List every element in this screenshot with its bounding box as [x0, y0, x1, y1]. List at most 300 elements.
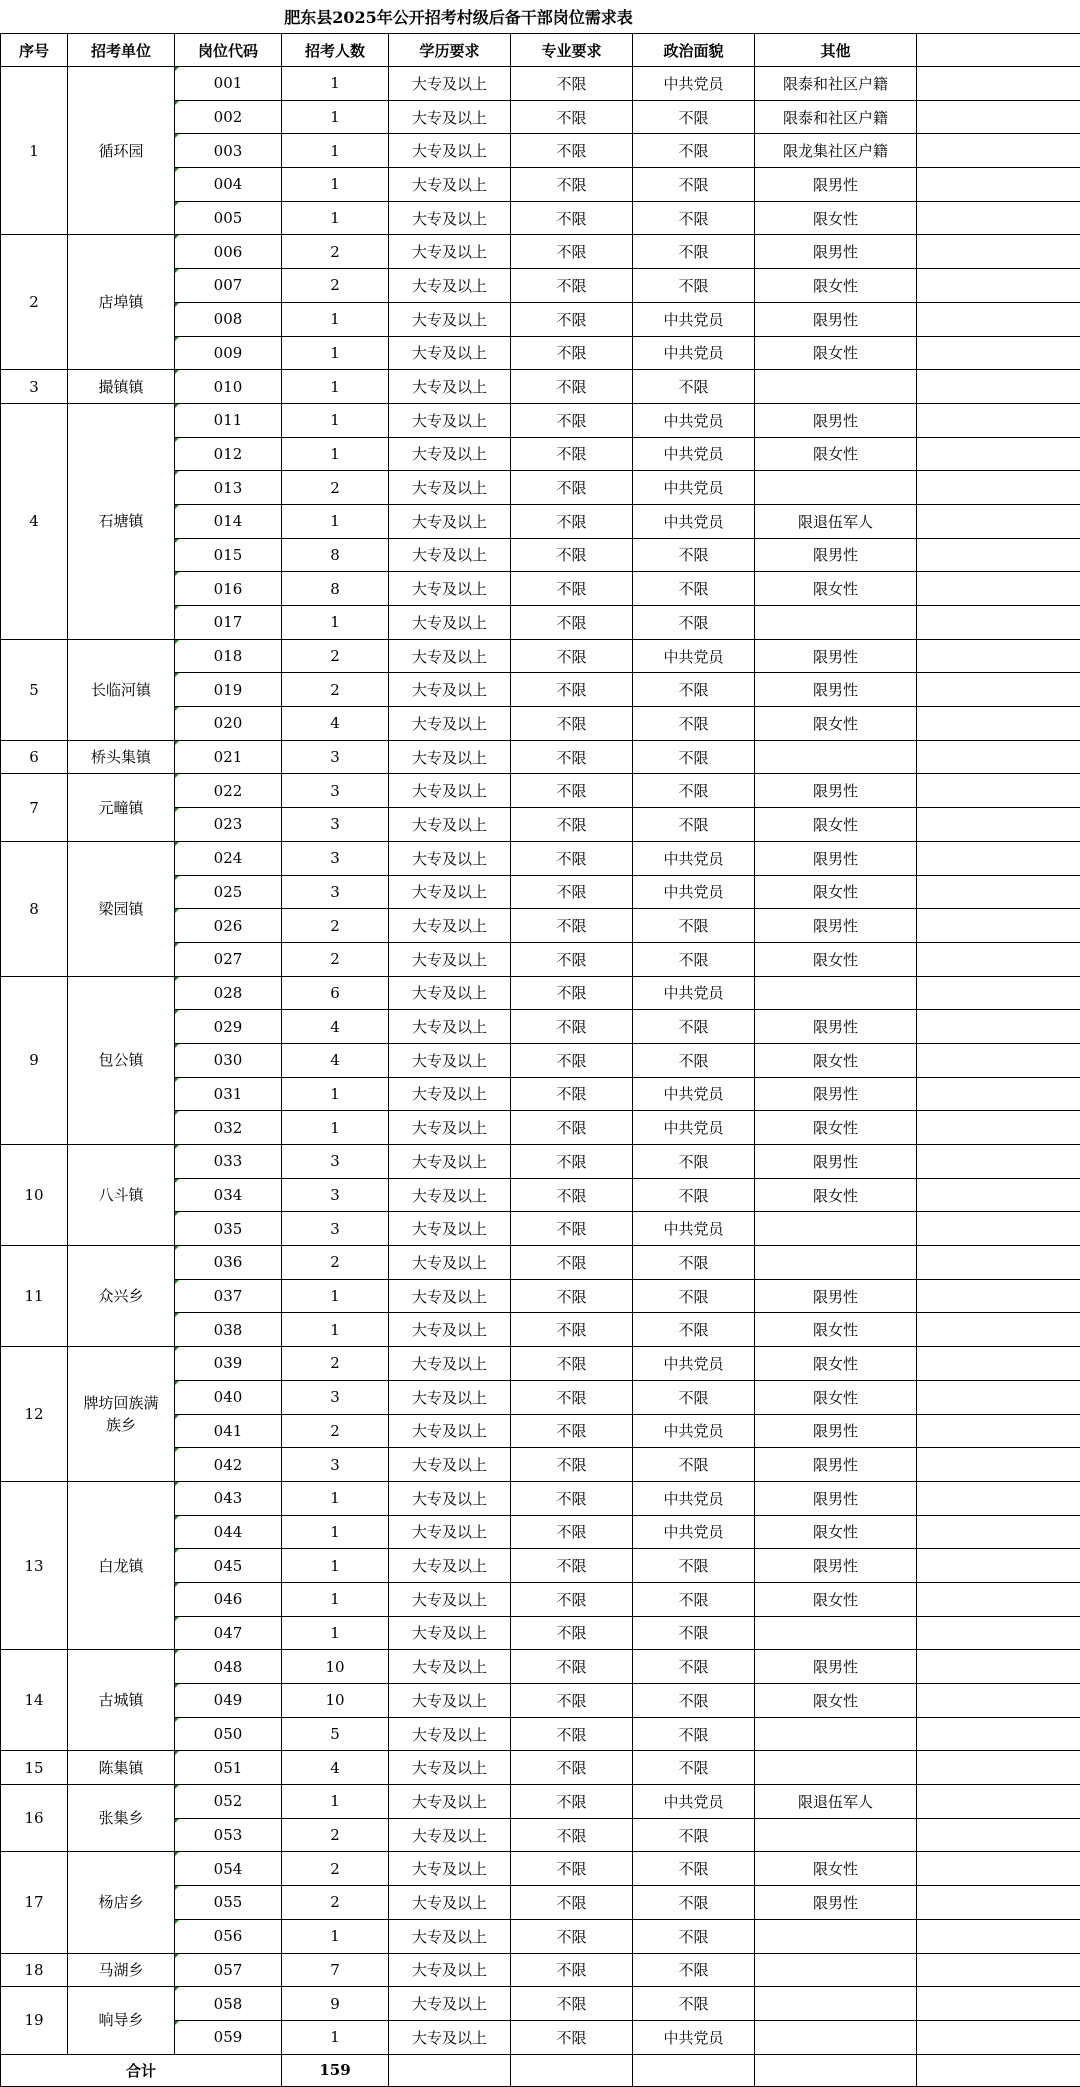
- other-cell: 限女性: [755, 336, 917, 370]
- major-cell: 不限: [511, 336, 633, 370]
- political-cell: 不限: [633, 1582, 755, 1616]
- title-blank-cell: [917, 0, 1080, 34]
- position-code-cell: 027: [175, 942, 282, 976]
- political-cell: 不限: [633, 1178, 755, 1212]
- political-cell: 不限: [633, 1717, 755, 1751]
- position-code-cell: 043: [175, 1481, 282, 1515]
- other-cell: 限男性: [755, 1010, 917, 1044]
- blank-cell: [917, 942, 1080, 976]
- blank-cell: [917, 1684, 1080, 1718]
- other-cell: 限退伍军人: [755, 1785, 917, 1819]
- education-cell: 大专及以上: [389, 1684, 511, 1718]
- major-cell: 不限: [511, 1549, 633, 1583]
- political-cell: 中共党员: [633, 403, 755, 437]
- other-cell: 限男性: [755, 1077, 917, 1111]
- political-cell: 不限: [633, 1886, 755, 1920]
- other-cell: 限女性: [755, 1380, 917, 1414]
- header-major: 专业要求: [511, 34, 633, 67]
- blank-cell: [917, 875, 1080, 909]
- political-cell: 不限: [633, 942, 755, 976]
- major-cell: 不限: [511, 1380, 633, 1414]
- header-unit: 招考单位: [68, 34, 175, 67]
- education-cell: 大专及以上: [389, 1010, 511, 1044]
- other-cell: 限女性: [755, 1111, 917, 1145]
- group-number-cell: 1: [1, 67, 68, 235]
- recruit-count-cell: 1: [282, 168, 389, 202]
- political-cell: 不限: [633, 1549, 755, 1583]
- education-cell: 大专及以上: [389, 302, 511, 336]
- position-code-cell: 034: [175, 1178, 282, 1212]
- position-code-cell: 007: [175, 269, 282, 303]
- position-code-cell: 048: [175, 1650, 282, 1684]
- group-number-cell: 2: [1, 235, 68, 370]
- group-unit-cell: 桥头集镇: [68, 740, 175, 774]
- recruit-count-cell: 1: [282, 1481, 389, 1515]
- position-code-cell: 046: [175, 1582, 282, 1616]
- blank-cell: [917, 1347, 1080, 1381]
- political-cell: 不限: [633, 1448, 755, 1482]
- blank-cell: [917, 606, 1080, 640]
- education-cell: 大专及以上: [389, 1785, 511, 1819]
- group-number-cell: 18: [1, 1953, 68, 1987]
- education-cell: 大专及以上: [389, 1852, 511, 1886]
- recruit-count-cell: 1: [282, 67, 389, 101]
- group-unit-cell: 包公镇: [68, 976, 175, 1144]
- major-cell: 不限: [511, 1515, 633, 1549]
- blank-cell: [917, 1246, 1080, 1280]
- recruit-count-cell: 2: [282, 1886, 389, 1920]
- recruit-count-cell: 1: [282, 437, 389, 471]
- other-cell: [755, 1717, 917, 1751]
- major-cell: 不限: [511, 269, 633, 303]
- political-cell: 不限: [633, 572, 755, 606]
- position-code-cell: 051: [175, 1751, 282, 1785]
- blank-cell: [917, 1279, 1080, 1313]
- total-row: [1, 2054, 1080, 2086]
- position-code-cell: 050: [175, 1717, 282, 1751]
- political-cell: 不限: [633, 100, 755, 134]
- major-cell: 不限: [511, 504, 633, 538]
- recruit-count-cell: 2: [282, 639, 389, 673]
- position-code-cell: 030: [175, 1043, 282, 1077]
- recruit-count-cell: 1: [282, 1582, 389, 1616]
- political-cell: 中共党员: [633, 841, 755, 875]
- major-cell: 不限: [511, 707, 633, 741]
- other-cell: [755, 1751, 917, 1785]
- position-code-cell: 055: [175, 1886, 282, 1920]
- major-cell: 不限: [511, 235, 633, 269]
- education-cell: 大专及以上: [389, 1515, 511, 1549]
- position-code-cell: 014: [175, 504, 282, 538]
- group-number-cell: 10: [1, 1145, 68, 1246]
- recruit-count-cell: 2: [282, 942, 389, 976]
- recruit-count-cell: 1: [282, 1077, 389, 1111]
- table-row: [1, 1953, 1080, 1987]
- other-cell: 限女性: [755, 1178, 917, 1212]
- other-cell: 限泰和社区户籍: [755, 100, 917, 134]
- blank-cell: [917, 1178, 1080, 1212]
- major-cell: 不限: [511, 572, 633, 606]
- recruit-count-cell: 1: [282, 1313, 389, 1347]
- blank-cell: [917, 1852, 1080, 1886]
- position-code-cell: 015: [175, 538, 282, 572]
- group-unit-cell: 长临河镇: [68, 639, 175, 740]
- political-cell: 不限: [633, 1246, 755, 1280]
- major-cell: 不限: [511, 67, 633, 101]
- blank-cell: [917, 1886, 1080, 1920]
- other-cell: 限女性: [755, 707, 917, 741]
- position-code-cell: 036: [175, 1246, 282, 1280]
- position-code-cell: 016: [175, 572, 282, 606]
- blank-cell: [917, 1616, 1080, 1650]
- recruit-count-cell: 2: [282, 1852, 389, 1886]
- recruit-count-cell: 3: [282, 808, 389, 842]
- position-code-cell: 008: [175, 302, 282, 336]
- major-cell: 不限: [511, 1987, 633, 2021]
- total-value: 159: [282, 2054, 389, 2086]
- other-cell: 限男性: [755, 774, 917, 808]
- other-cell: 限泰和社区户籍: [755, 67, 917, 101]
- table-row: [1, 403, 1080, 437]
- other-cell: 限男性: [755, 235, 917, 269]
- other-cell: 限男性: [755, 302, 917, 336]
- group-unit-cell: 元疃镇: [68, 774, 175, 841]
- other-cell: [755, 370, 917, 404]
- education-cell: 大专及以上: [389, 1481, 511, 1515]
- other-cell: 限男性: [755, 1481, 917, 1515]
- group-number-cell: 14: [1, 1650, 68, 1751]
- position-code-cell: 012: [175, 437, 282, 471]
- header-education: 学历要求: [389, 34, 511, 67]
- recruit-count-cell: 4: [282, 1043, 389, 1077]
- other-cell: [755, 976, 917, 1010]
- other-cell: 限男性: [755, 403, 917, 437]
- other-cell: [755, 606, 917, 640]
- other-cell: 限男性: [755, 1145, 917, 1179]
- header-code: 岗位代码: [175, 34, 282, 67]
- major-cell: 不限: [511, 538, 633, 572]
- major-cell: 不限: [511, 740, 633, 774]
- political-cell: 中共党员: [633, 504, 755, 538]
- group-number-cell: 8: [1, 841, 68, 976]
- education-cell: 大专及以上: [389, 1818, 511, 1852]
- major-cell: 不限: [511, 606, 633, 640]
- education-cell: 大专及以上: [389, 572, 511, 606]
- political-cell: 不限: [633, 1650, 755, 1684]
- political-cell: 中共党员: [633, 2020, 755, 2054]
- political-cell: 中共党员: [633, 471, 755, 505]
- political-cell: 不限: [633, 1616, 755, 1650]
- education-cell: 大专及以上: [389, 1549, 511, 1583]
- other-cell: 限男性: [755, 673, 917, 707]
- political-cell: 不限: [633, 538, 755, 572]
- table-row: [1, 235, 1080, 269]
- political-cell: 不限: [633, 1145, 755, 1179]
- recruit-count-cell: 1: [282, 1616, 389, 1650]
- political-cell: 不限: [633, 201, 755, 235]
- blank-cell: [917, 740, 1080, 774]
- position-code-cell: 038: [175, 1313, 282, 1347]
- recruit-count-cell: 1: [282, 504, 389, 538]
- recruit-count-cell: 2: [282, 269, 389, 303]
- recruit-count-cell: 3: [282, 875, 389, 909]
- blank-cell: [917, 639, 1080, 673]
- blank-cell: [917, 1481, 1080, 1515]
- recruit-count-cell: 4: [282, 1010, 389, 1044]
- blank-cell: [917, 841, 1080, 875]
- recruit-count-cell: 3: [282, 1448, 389, 1482]
- political-cell: 不限: [633, 1279, 755, 1313]
- table-row: [1, 1852, 1080, 1886]
- other-cell: 限男性: [755, 1279, 917, 1313]
- major-cell: 不限: [511, 1582, 633, 1616]
- table-row: [1, 1481, 1080, 1515]
- major-cell: 不限: [511, 1279, 633, 1313]
- major-cell: 不限: [511, 2020, 633, 2054]
- major-cell: 不限: [511, 1145, 633, 1179]
- political-cell: 不限: [633, 1684, 755, 1718]
- blank-cell: [917, 1077, 1080, 1111]
- blank-cell: [917, 1145, 1080, 1179]
- position-code-cell: 039: [175, 1347, 282, 1381]
- table-row: [1, 1246, 1080, 1280]
- other-cell: 限男性: [755, 639, 917, 673]
- blank-cell: [917, 1043, 1080, 1077]
- table-row: [1, 1145, 1080, 1179]
- group-unit-cell: 响导乡: [68, 1987, 175, 2054]
- political-cell: 不限: [633, 1751, 755, 1785]
- position-code-cell: 037: [175, 1279, 282, 1313]
- blank-cell: [755, 2054, 917, 2086]
- education-cell: 大专及以上: [389, 1145, 511, 1179]
- group-unit-cell: 循环园: [68, 67, 175, 235]
- education-cell: 大专及以上: [389, 370, 511, 404]
- group-number-cell: 11: [1, 1246, 68, 1347]
- recruit-count-cell: 2: [282, 1246, 389, 1280]
- political-cell: 不限: [633, 673, 755, 707]
- recruit-count-cell: 1: [282, 606, 389, 640]
- political-cell: 中共党员: [633, 1347, 755, 1381]
- group-unit-cell: 张集乡: [68, 1785, 175, 1852]
- education-cell: 大专及以上: [389, 1987, 511, 2021]
- recruit-count-cell: 3: [282, 1380, 389, 1414]
- other-cell: 限龙集社区户籍: [755, 134, 917, 168]
- position-code-cell: 006: [175, 235, 282, 269]
- major-cell: 不限: [511, 673, 633, 707]
- group-unit-cell: 陈集镇: [68, 1751, 175, 1785]
- header-row: [1, 34, 1080, 67]
- position-code-cell: 004: [175, 168, 282, 202]
- major-cell: 不限: [511, 1481, 633, 1515]
- group-number-cell: 3: [1, 370, 68, 404]
- education-cell: 大专及以上: [389, 1616, 511, 1650]
- other-cell: 限女性: [755, 437, 917, 471]
- table-row: [1, 639, 1080, 673]
- major-cell: 不限: [511, 1313, 633, 1347]
- education-cell: 大专及以上: [389, 1582, 511, 1616]
- major-cell: 不限: [511, 1684, 633, 1718]
- education-cell: 大专及以上: [389, 1953, 511, 1987]
- political-cell: 不限: [633, 1010, 755, 1044]
- major-cell: 不限: [511, 909, 633, 943]
- recruit-count-cell: 7: [282, 1953, 389, 1987]
- blank-cell: [511, 2054, 633, 2086]
- education-cell: 大专及以上: [389, 538, 511, 572]
- group-number-cell: 6: [1, 740, 68, 774]
- education-cell: 大专及以上: [389, 1077, 511, 1111]
- recruit-count-cell: 1: [282, 1785, 389, 1819]
- education-cell: 大专及以上: [389, 504, 511, 538]
- major-cell: 不限: [511, 1212, 633, 1246]
- group-number-cell: 9: [1, 976, 68, 1144]
- recruit-count-cell: 2: [282, 1414, 389, 1448]
- major-cell: 不限: [511, 302, 633, 336]
- education-cell: 大专及以上: [389, 1178, 511, 1212]
- political-cell: 不限: [633, 235, 755, 269]
- education-cell: 大专及以上: [389, 740, 511, 774]
- other-cell: 限男性: [755, 1414, 917, 1448]
- blank-cell: [917, 976, 1080, 1010]
- blank-cell: [917, 100, 1080, 134]
- education-cell: 大专及以上: [389, 1043, 511, 1077]
- other-cell: 限女性: [755, 572, 917, 606]
- recruit-count-cell: 1: [282, 1279, 389, 1313]
- blank-cell: [917, 1010, 1080, 1044]
- blank-cell: [917, 1953, 1080, 1987]
- education-cell: 大专及以上: [389, 909, 511, 943]
- position-code-cell: 013: [175, 471, 282, 505]
- group-unit-cell: 古城镇: [68, 1650, 175, 1751]
- major-cell: 不限: [511, 134, 633, 168]
- blank-cell: [917, 235, 1080, 269]
- blank-cell: [917, 471, 1080, 505]
- blank-cell: [917, 437, 1080, 471]
- recruit-count-cell: 2: [282, 1347, 389, 1381]
- blank-cell: [917, 538, 1080, 572]
- recruit-count-cell: 2: [282, 1818, 389, 1852]
- table-body: [1, 0, 1080, 2086]
- position-code-cell: 058: [175, 1987, 282, 2021]
- major-cell: 不限: [511, 1919, 633, 1953]
- political-cell: 中共党员: [633, 875, 755, 909]
- political-cell: 不限: [633, 1043, 755, 1077]
- recruit-count-cell: 1: [282, 201, 389, 235]
- blank-cell: [917, 1650, 1080, 1684]
- major-cell: 不限: [511, 100, 633, 134]
- recruit-count-cell: 1: [282, 1549, 389, 1583]
- major-cell: 不限: [511, 1414, 633, 1448]
- political-cell: 中共党员: [633, 639, 755, 673]
- political-cell: 不限: [633, 740, 755, 774]
- group-number-cell: 16: [1, 1785, 68, 1852]
- political-cell: 不限: [633, 1852, 755, 1886]
- recruit-count-cell: 2: [282, 235, 389, 269]
- table-row: [1, 1751, 1080, 1785]
- group-unit-cell: 撮镇镇: [68, 370, 175, 404]
- position-code-cell: 053: [175, 1818, 282, 1852]
- group-unit-cell: 白龙镇: [68, 1481, 175, 1649]
- major-cell: 不限: [511, 976, 633, 1010]
- recruit-count-cell: 1: [282, 2020, 389, 2054]
- other-cell: 限女性: [755, 1684, 917, 1718]
- blank-cell: [917, 168, 1080, 202]
- education-cell: 大专及以上: [389, 1347, 511, 1381]
- major-cell: 不限: [511, 201, 633, 235]
- major-cell: 不限: [511, 774, 633, 808]
- blank-cell: [917, 673, 1080, 707]
- blank-cell: [917, 1751, 1080, 1785]
- position-code-cell: 041: [175, 1414, 282, 1448]
- other-cell: 限女性: [755, 942, 917, 976]
- political-cell: 不限: [633, 1953, 755, 1987]
- education-cell: 大专及以上: [389, 808, 511, 842]
- title-row: [1, 0, 1080, 34]
- position-code-cell: 026: [175, 909, 282, 943]
- education-cell: 大专及以上: [389, 100, 511, 134]
- blank-cell: [917, 269, 1080, 303]
- position-code-cell: 020: [175, 707, 282, 741]
- other-cell: [755, 1818, 917, 1852]
- other-cell: 限男性: [755, 1650, 917, 1684]
- major-cell: 不限: [511, 639, 633, 673]
- recruit-count-cell: 3: [282, 774, 389, 808]
- position-code-cell: 044: [175, 1515, 282, 1549]
- position-code-cell: 022: [175, 774, 282, 808]
- political-cell: 中共党员: [633, 1212, 755, 1246]
- recruit-count-cell: 1: [282, 134, 389, 168]
- other-cell: 限女性: [755, 1313, 917, 1347]
- other-cell: 限男性: [755, 909, 917, 943]
- education-cell: 大专及以上: [389, 639, 511, 673]
- education-cell: 大专及以上: [389, 774, 511, 808]
- other-cell: 限女性: [755, 1347, 917, 1381]
- education-cell: 大专及以上: [389, 1212, 511, 1246]
- political-cell: 中共党员: [633, 437, 755, 471]
- group-unit-cell: 众兴乡: [68, 1246, 175, 1347]
- recruit-count-cell: 4: [282, 707, 389, 741]
- other-cell: 限女性: [755, 1852, 917, 1886]
- other-cell: [755, 1212, 917, 1246]
- blank-cell: [917, 1212, 1080, 1246]
- major-cell: 不限: [511, 1953, 633, 1987]
- position-code-cell: 059: [175, 2020, 282, 2054]
- recruit-count-cell: 2: [282, 673, 389, 707]
- blank-cell: [917, 1515, 1080, 1549]
- other-cell: 限退伍军人: [755, 504, 917, 538]
- political-cell: 不限: [633, 370, 755, 404]
- recruit-count-cell: 3: [282, 740, 389, 774]
- political-cell: 不限: [633, 1313, 755, 1347]
- political-cell: 中共党员: [633, 336, 755, 370]
- other-cell: 限男性: [755, 1886, 917, 1920]
- position-code-cell: 056: [175, 1919, 282, 1953]
- education-cell: 大专及以上: [389, 1313, 511, 1347]
- political-cell: 中共党员: [633, 1481, 755, 1515]
- blank-cell: [917, 1414, 1080, 1448]
- education-cell: 大专及以上: [389, 1751, 511, 1785]
- blank-cell: [917, 201, 1080, 235]
- group-unit-cell: 牌坊回族满族乡: [68, 1347, 175, 1482]
- other-cell: 限男性: [755, 1549, 917, 1583]
- political-cell: 不限: [633, 1919, 755, 1953]
- major-cell: 不限: [511, 1650, 633, 1684]
- other-cell: 限女性: [755, 1515, 917, 1549]
- blank-cell: [917, 1987, 1080, 2021]
- position-code-cell: 017: [175, 606, 282, 640]
- political-cell: 中共党员: [633, 1077, 755, 1111]
- other-cell: [755, 1919, 917, 1953]
- position-code-cell: 031: [175, 1077, 282, 1111]
